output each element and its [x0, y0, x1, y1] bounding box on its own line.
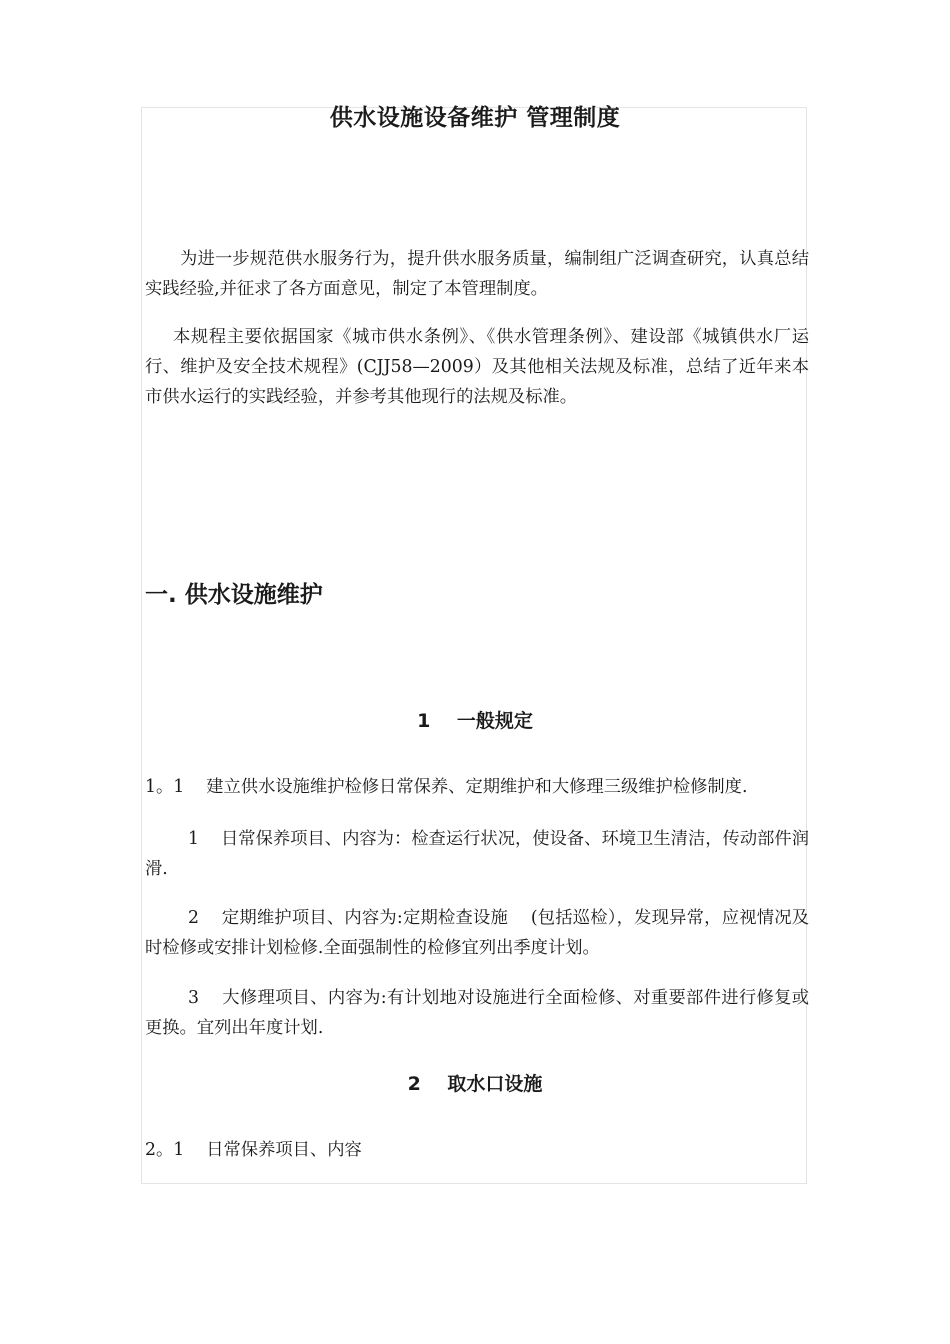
clause-item-2: 2 定期维护项目、内容为:定期检查设施 (包括巡检），发现异常，应视情况及时检修或安排计划检修.全面强制性的检修宜列出季度计划。 — [145, 908, 809, 958]
clause-item-3: 3 大修理项目、内容为:有计划地对设施进行全面检修、对重要部件进行修复或更换。宜列出年度计划. — [145, 988, 809, 1038]
intro-paragraph-1: 为进一步规范供水服务行为，提升供水服务质量，编制组广泛调查研究，认真总结实践经验,并征求了各方面意见，制定了本管理制度。 — [145, 249, 809, 299]
document-title: 供水设施设备维护 管理制度 — [329, 105, 621, 131]
subsection-heading-general: 1 一般规定 — [417, 710, 533, 732]
clause-item-1: 1 日常保养项目、内容为：检查运行状况，使设备、环境卫生清洁，传动部件润滑. — [145, 829, 809, 879]
section-heading: 一. 供水设施维护 — [145, 582, 323, 608]
intro-paragraph-2: 本规程主要依据国家《城市供水条例》、《供水管理条例》、建设部《城镇供水厂运行、维护及安全技术规程》(CJJ58—2009）及其他相关法规及标准，总结了近年来本市供水运行的实践经验，并参考其他现行的法规及标准。 — [145, 327, 809, 407]
subsection-heading-intake: 2 取水口设施 — [407, 1073, 543, 1095]
clause-1-1: 1。1 建立供水设施维护检修日常保养、定期维护和大修理三级维护检修制度. — [145, 777, 748, 797]
clause-2-1: 2。1 日常保养项目、内容 — [145, 1140, 362, 1160]
